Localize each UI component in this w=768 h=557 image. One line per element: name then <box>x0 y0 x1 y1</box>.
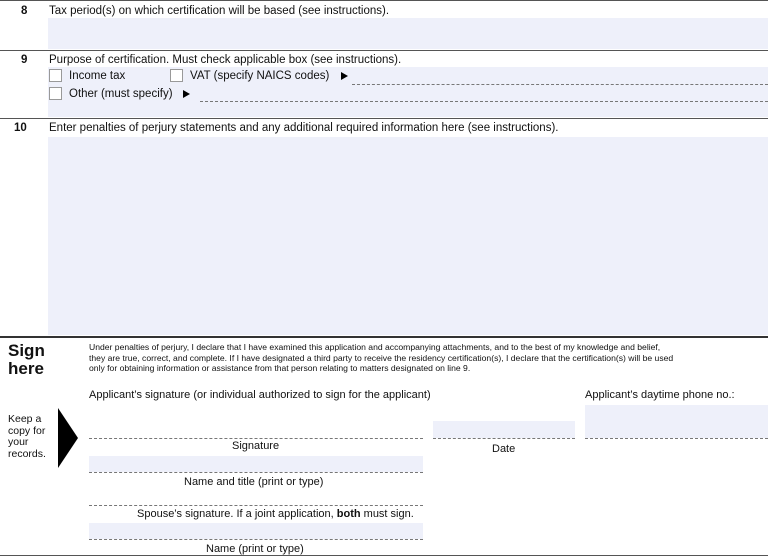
other-label: Other (must specify) <box>69 88 173 100</box>
date-caption: Date <box>492 443 516 455</box>
signature-caption: Signature <box>232 440 280 452</box>
penalties-statement-field[interactable] <box>48 137 768 335</box>
divider <box>0 0 768 1</box>
line-9-label: Purpose of certification. Must check applicable box (see instructions). <box>49 54 402 66</box>
naics-codes-input[interactable] <box>352 84 768 85</box>
income-tax-label: Income tax <box>69 70 126 82</box>
line-9-number: 9 <box>21 54 28 66</box>
divider <box>0 555 768 556</box>
line-8-label: Tax period(s) on which certification will be based (see instructions). <box>49 5 390 17</box>
declaration-text: Under penalties of perjury, I declare that I have examined this application and accompanying attachments, and to the best of my knowledge and belief, they are true, correct, and complete. If I have designated a third party to receive the residency certification(s), I declare that the certification(s) will be used only for obtaining information or assistance from that person relating to matters designated on line 9. <box>89 342 674 373</box>
other-specify-input[interactable] <box>200 101 768 102</box>
arrow-right-icon <box>183 90 190 98</box>
phone-input[interactable] <box>585 405 768 438</box>
phone-label: Applicant’s daytime phone no.: <box>585 389 735 401</box>
spouse-caption: Spouse’s signature. If a joint application, both must sign. <box>137 508 414 520</box>
date-line <box>433 438 575 439</box>
other-checkbox[interactable] <box>49 87 62 100</box>
signature-input[interactable] <box>89 438 423 439</box>
line-8-number: 8 <box>21 5 28 17</box>
sign-arrow-icon <box>58 408 78 468</box>
keep-copy-note: Keep a copy for your records. <box>8 413 46 460</box>
spouse-name-line <box>89 539 423 540</box>
name-title-input[interactable] <box>89 456 423 472</box>
name-caption: Name (print or type) <box>206 543 304 555</box>
spouse-name-input[interactable] <box>89 523 423 539</box>
divider <box>0 336 768 338</box>
line-10-number: 10 <box>14 122 27 134</box>
tax-period-field[interactable] <box>48 18 768 49</box>
income-tax-checkbox[interactable] <box>49 69 62 82</box>
vat-checkbox[interactable] <box>170 69 183 82</box>
arrow-right-icon <box>341 72 348 80</box>
divider <box>0 50 768 51</box>
spouse-signature-input[interactable] <box>89 505 423 506</box>
name-title-caption: Name and title (print or type) <box>184 476 324 488</box>
phone-line <box>585 438 768 439</box>
applicant-signature-label: Applicant’s signature (or individual authorized to sign for the applicant) <box>89 389 431 401</box>
sign-title: Sign <box>8 341 45 360</box>
divider <box>0 118 768 119</box>
vat-label: VAT (specify NAICS codes) <box>190 70 330 82</box>
here-title: here <box>8 359 44 378</box>
date-input[interactable] <box>433 421 575 438</box>
line-10-label: Enter penalties of perjury statements and any additional required information here (see instructions). <box>49 122 559 134</box>
name-title-line <box>89 472 423 473</box>
